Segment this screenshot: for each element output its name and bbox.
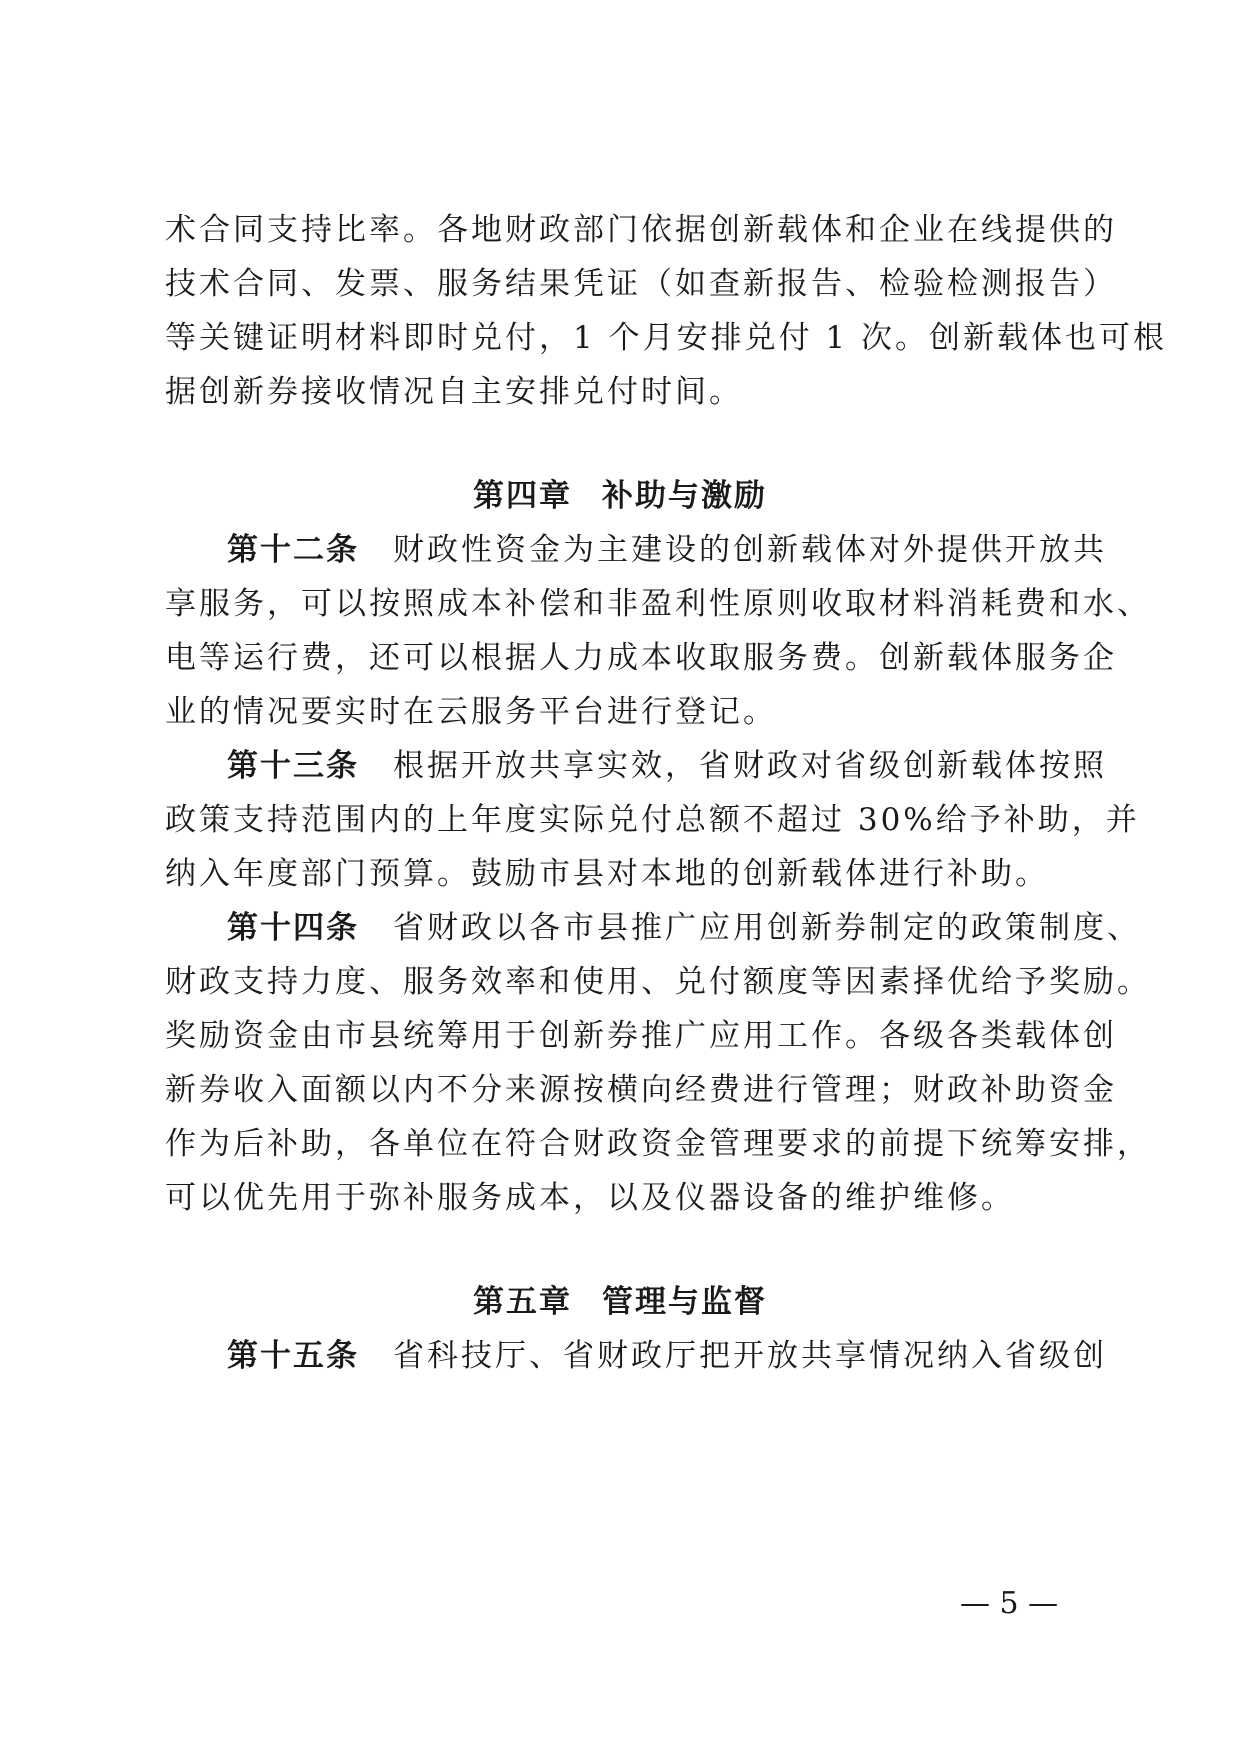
article-label: 第十五条 [227, 1338, 359, 1374]
text-line: 据创新券接收情况自主安排兑付时间。 [165, 374, 743, 410]
article-label: 第十二条 [227, 532, 359, 568]
article-first-line [227, 1336, 1107, 1376]
article-label: 第十三条 [227, 748, 359, 784]
article-first-line [227, 530, 1107, 570]
chapter-title: 管理与监督 [602, 1284, 767, 1320]
text-line: 新券收入面额以内不分来源按横向经费进行管理；财政补助资金 [165, 1072, 1117, 1108]
article-text: 根据开放共享实效，省财政对省级创新载体按照 [393, 748, 1107, 784]
chapter-heading [0, 1282, 1240, 1322]
text-line: 作为后补助，各单位在符合财政资金管理要求的前提下统筹安排， [165, 1126, 1151, 1162]
text-line: 享服务，可以按照成本补偿和非盈利性原则收取材料消耗费和水、 [165, 586, 1151, 622]
text-line: 等关键证明材料即时兑付，1 个月安排兑付 1 次。创新载体也可根 [165, 320, 1168, 356]
article-label: 第十四条 [227, 910, 359, 946]
chapter-heading [0, 476, 1240, 516]
text-line: 电等运行费，还可以根据人力成本收取服务费。创新载体服务企 [165, 640, 1117, 676]
text-line: 奖励资金由市县统筹用于创新券推广应用工作。各级各类载体创 [165, 1018, 1117, 1054]
text-line: 财政支持力度、服务效率和使用、兑付额度等因素择优给予奖励。 [165, 964, 1151, 1000]
article-text: 省科技厅、省财政厅把开放共享情况纳入省级创 [393, 1338, 1107, 1374]
text-line: 政策支持范围内的上年度实际兑付总额不超过 30%给予补助，并 [165, 802, 1140, 838]
text-line: 技术合同、发票、服务结果凭证（如查新报告、检验检测报告） [165, 266, 1117, 302]
text-line: 业的情况要实时在云服务平台进行登记。 [165, 694, 777, 730]
article-first-line [227, 746, 1107, 786]
article-text: 省财政以各市县推广应用创新券制定的政策制度、 [393, 910, 1141, 946]
chapter-number: 第四章 [473, 478, 572, 514]
article-first-line [227, 908, 1141, 948]
text-line: 纳入年度部门预算。鼓励市县对本地的创新载体进行补助。 [165, 856, 1049, 892]
text-line: 术合同支持比率。各地财政部门依据创新载体和企业在线提供的 [165, 212, 1117, 248]
chapter-title: 补助与激励 [602, 478, 767, 514]
article-text: 财政性资金为主建设的创新载体对外提供开放共 [393, 532, 1107, 568]
chapter-number: 第五章 [473, 1284, 572, 1320]
page-number: — 5 — [960, 1586, 1059, 1621]
text-line: 可以优先用于弥补服务成本，以及仪器设备的维护维修。 [165, 1180, 1015, 1216]
